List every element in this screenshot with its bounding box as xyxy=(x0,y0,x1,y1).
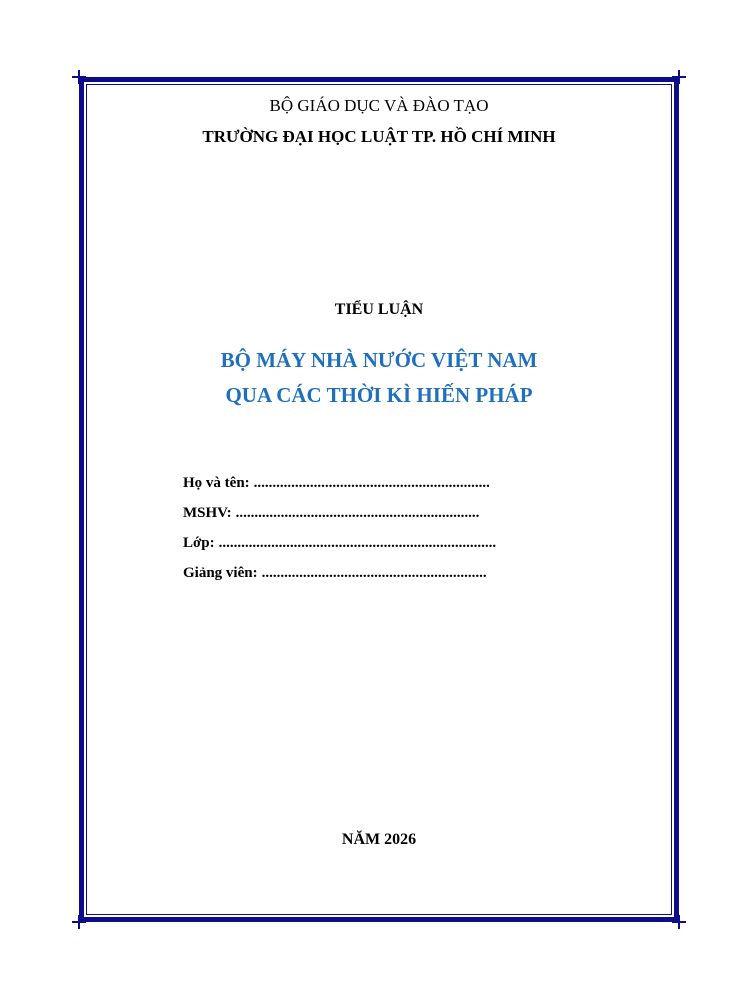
info-row-lecturer xyxy=(183,565,545,585)
document-year: NĂM 2026 xyxy=(341,831,417,848)
university-name: TRƯỜNG ĐẠI HỌC LUẬT TP. HỒ CHÍ MINH xyxy=(202,127,556,146)
info-fill-line-name: ............................................................... xyxy=(253,475,490,491)
document-title-line-1: BỘ MÁY NHÀ NƯỚC VIỆT NAM xyxy=(220,348,538,372)
info-label-class: Lớp: xyxy=(183,535,215,551)
document-type: TIỂU LUẬN xyxy=(334,301,424,318)
info-fill-line-lecturer: ............................................................ xyxy=(261,565,487,581)
corner-ornament-top-left xyxy=(72,70,86,84)
document-title-line-2: QUA CÁC THỜI KÌ HIẾN PHÁP xyxy=(225,383,533,407)
corner-ornament-bottom-right xyxy=(672,915,686,929)
info-label-student-id: MSHV: xyxy=(183,505,232,521)
info-row-class xyxy=(183,535,545,555)
corner-ornament-bottom-left xyxy=(72,915,86,929)
info-fill-line-student-id: ................................................................. xyxy=(235,505,480,521)
ministry-name: BỘ GIÁO DỤC VÀ ĐÀO TẠO xyxy=(269,96,489,115)
info-row-name xyxy=(183,475,545,495)
corner-ornament-top-right xyxy=(672,70,686,84)
info-fill-line-class: .......................................................................... xyxy=(218,535,497,551)
page-border-inner xyxy=(86,84,672,915)
info-label-name: Họ và tên: xyxy=(183,475,250,491)
info-row-student-id xyxy=(183,505,545,525)
info-label-lecturer: Giảng viên: xyxy=(183,565,258,581)
